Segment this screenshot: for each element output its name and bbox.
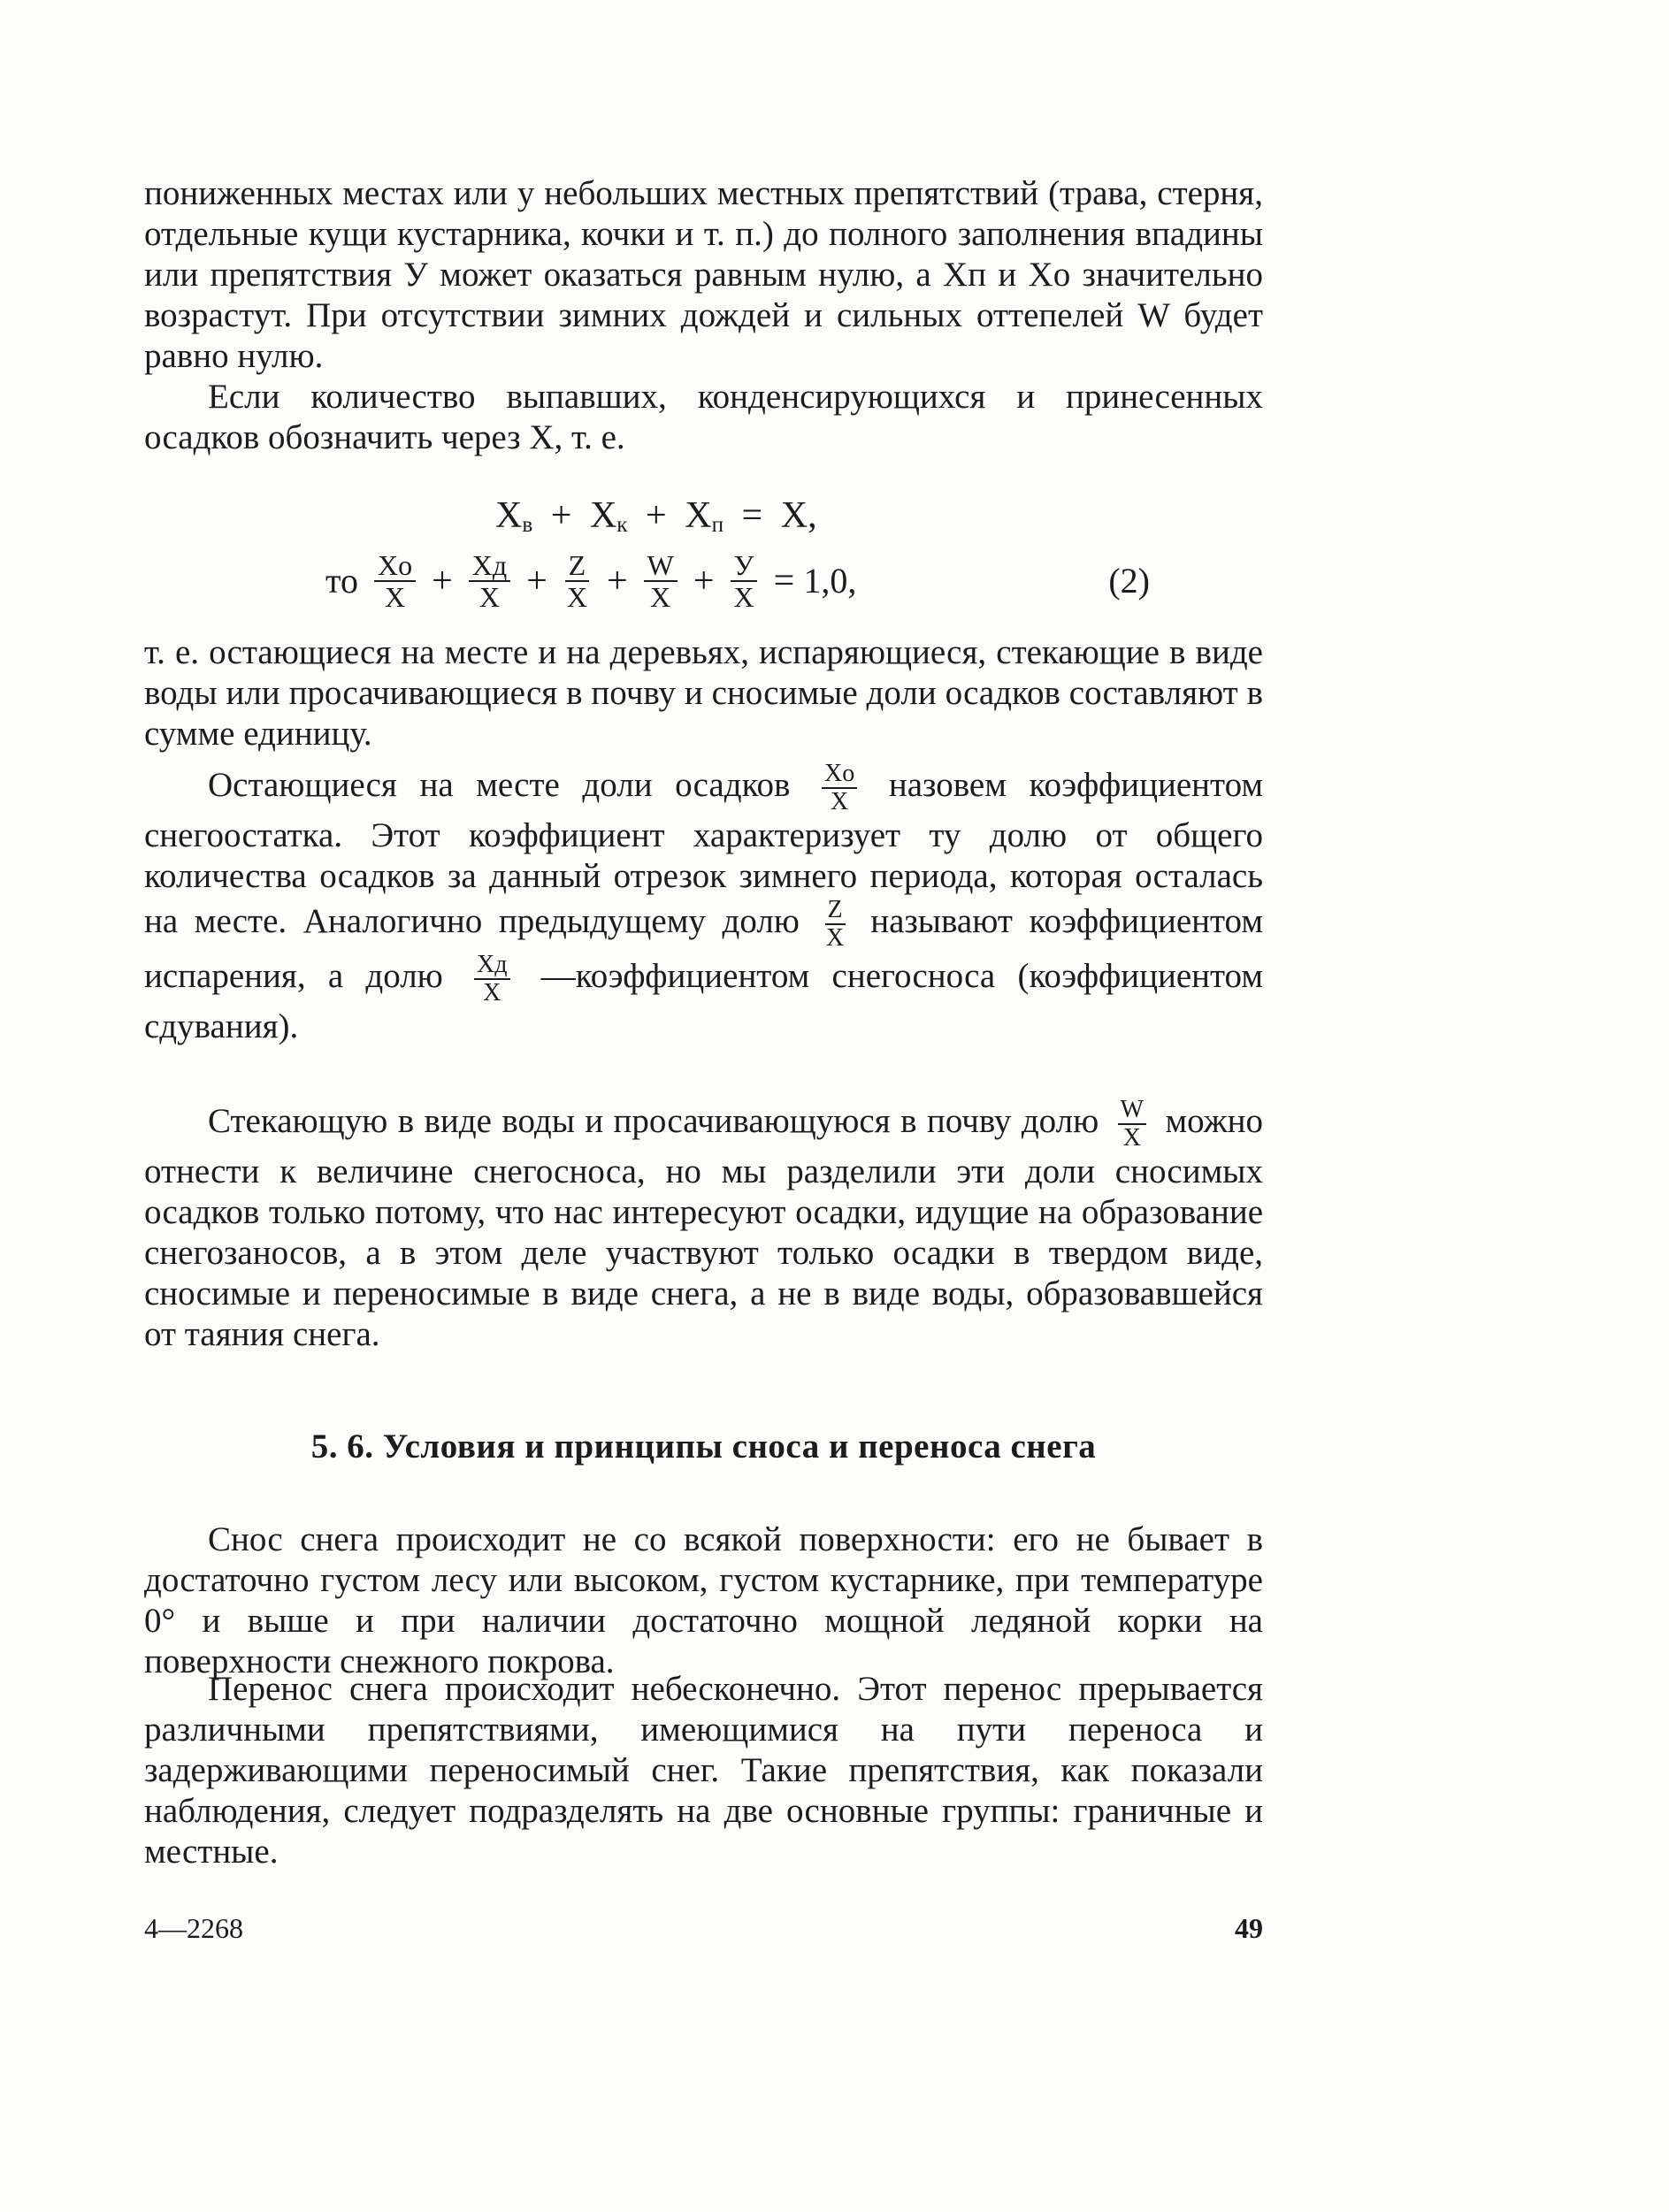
- formula-term: X: [495, 495, 523, 536]
- formula-subscript: в: [522, 513, 533, 538]
- fraction-xo: [374, 550, 416, 612]
- inline-fraction-xo: [822, 761, 857, 815]
- fraction-numerator: Xо: [374, 550, 416, 582]
- fraction-denominator: X: [483, 979, 501, 1006]
- inline-fraction-w: [1118, 1097, 1146, 1152]
- formula-operator: +: [550, 495, 572, 536]
- paragraph-snow-transfer: Перенос снега происходит небесконечно. Этот перенос прерывается различными препятствиями, имеющимися на пути переноса и задерживающими переносимый снег. Такие препятствия, как показали наблюдения, следует подразделять на две основные группы: граничные и местные.: [144, 1670, 1263, 1871]
- text-block-top: [144, 173, 1263, 458]
- fraction-numerator: Z: [565, 550, 590, 582]
- equation-number: (2): [1108, 561, 1150, 601]
- paragraph-precipitation: Если количество выпавших, конденсирующихся и принесенных осадков обозначить через X, т. е.: [144, 378, 1263, 456]
- paragraph-sum-explanation: т. е. остающиеся на месте и на деревьях, испаряющиеся, стекающие в виде воды или просачивающиеся в почву и сносимые доли осадков составляют в сумме единицу.: [144, 633, 1263, 753]
- text-block-runoff: [144, 1097, 1263, 1355]
- formula-equation-2: [325, 550, 1210, 612]
- formula-equals: =: [773, 561, 795, 601]
- fraction-u: [731, 550, 758, 612]
- formula-term: X: [685, 495, 712, 536]
- fraction-denominator: X: [733, 581, 754, 613]
- paragraph-runoff: [144, 1097, 1263, 1355]
- formula-operator: +: [693, 561, 715, 601]
- text-block-snow-removal: [144, 1519, 1263, 1682]
- paragraph-continuation: пониженных местах или у небольших местных препятствий (трава, стерня, отдельные кущи кустарника, кочки и т. п.) до полного заполнения впадины или препятствия У может оказаться равным нулю, а Xп и Xо значительно возрастут. При отсутствии зимних дождей и сильных оттепелей W будет равно нулю.: [144, 174, 1263, 375]
- formula-sum: [495, 494, 817, 547]
- text-fragment: —коэффициентом снегосноса (коэффициентом сдувания).: [144, 956, 1263, 1045]
- page-number: 49: [1235, 1912, 1263, 1944]
- fraction-denominator: X: [825, 924, 845, 952]
- fraction-numerator: Xо: [822, 761, 857, 789]
- inline-fraction-xd: [474, 952, 509, 1006]
- text-fragment: Остающиеся на месте доли осадков: [208, 765, 791, 804]
- fraction-numerator: W: [1118, 1097, 1146, 1125]
- formula-result: X,: [780, 495, 817, 536]
- formula-operator: +: [432, 561, 453, 601]
- fraction-numerator: Xд: [469, 550, 510, 582]
- formula-term: X: [589, 495, 617, 536]
- paragraph-snow-removal: Снос снега происходит не со всякой поверхности: его не бывает в достаточно густом лесу или высоком, густом кустарнике, при температуре 0° и выше и при наличии достаточно мощной ледяной корки на поверхности снежного покрова.: [144, 1520, 1263, 1680]
- formula-operator: +: [606, 561, 628, 601]
- formula-subscript: п: [711, 513, 724, 538]
- formula-equals: =: [741, 495, 763, 536]
- text-fragment: назовем коэффициентом снегоостатка. Этот коэффициент характеризует ту долю от общего количества осадков за данный отрезок зимнего периода, которая осталась на месте. Аналогично предыдущему долю: [144, 765, 1264, 940]
- fraction-z: [563, 550, 591, 612]
- fraction-denominator: X: [384, 581, 406, 613]
- formula-operator: +: [526, 561, 547, 601]
- fraction-numerator: Xд: [474, 952, 509, 980]
- formula-subscript: к: [616, 513, 628, 538]
- formula-operator: +: [646, 495, 667, 536]
- fraction-numerator: У: [731, 550, 758, 582]
- formula-prefix: то: [325, 561, 358, 601]
- section-heading: 5. 6. Условия и принципы сноса и переноса снега: [310, 1427, 1097, 1466]
- fraction-denominator: X: [831, 788, 849, 815]
- paragraph-coefficients: [144, 761, 1263, 1047]
- fraction-denominator: X: [650, 581, 671, 613]
- fraction-denominator: X: [566, 581, 587, 613]
- text-fragment: Стекающую в виде воды и просачивающуюся в почву долю: [208, 1101, 1099, 1140]
- text-block-sum: [144, 632, 1263, 754]
- inline-fraction-z: [825, 897, 846, 952]
- fraction-xd: [469, 550, 510, 612]
- text-fragment: можно отнести к величине снегосноса, но мы разделили эти доли сносимых осадков только потому, что нас интересуют осадки, идущие на образование снегозаносов, а в этом деле участвуют только осадки в твердом виде, сносимые и переносимые в виде снега, а не в виде воды, образовавшейся от таяния снега.: [144, 1101, 1264, 1353]
- text-block-coefficients: [144, 761, 1263, 1047]
- formula-result: 1,0,: [803, 561, 857, 601]
- fraction-numerator: W: [644, 550, 678, 582]
- fraction-denominator: X: [478, 581, 500, 613]
- fraction-w: [644, 550, 678, 612]
- signature-code: 4—2268: [144, 1912, 243, 1944]
- fraction-denominator: X: [1122, 1124, 1141, 1152]
- fraction-numerator: Z: [825, 897, 846, 925]
- text-block-snow-transfer: [144, 1669, 1263, 1872]
- text-fragment: называют коэффициентом испарения, а долю: [144, 901, 1263, 995]
